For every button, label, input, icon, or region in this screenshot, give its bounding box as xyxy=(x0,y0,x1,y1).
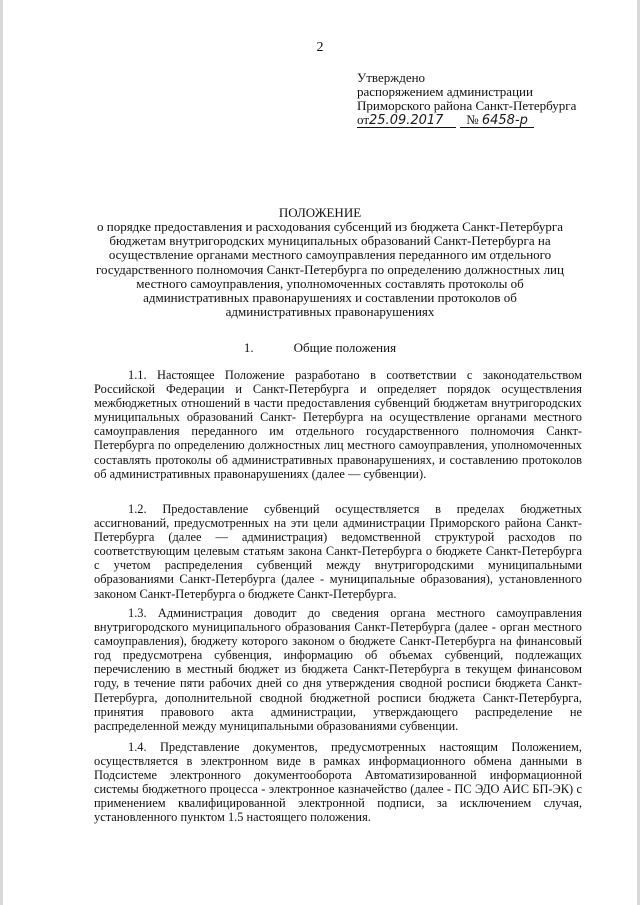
number-prefix: № xyxy=(466,112,479,127)
date-prefix: от xyxy=(357,112,370,127)
approval-line-2: распоряжением администрации xyxy=(357,84,533,99)
paragraph-1-4: 1.4. Представление документов, предусмотренных настоящим Положением, осуществляется в электронном виде в рамках информационного обмена данными в Подсистеме электронного документооборота Автоматизированной информационной системы бюджетного процесса - электронное казначейство (далее - ПС ЭДО АИС БП-ЭК) с применением квалифицированной электронной подписи, за исключением случая, установленного пунктом 1.5 настоящего положения. xyxy=(94,740,582,825)
document-subtitle: о порядке предоставления и расходования субсенций из бюджета Санкт-Петербурга бюджетам внутригородских муниципальных образований Санкт-Петербурга на осуществление органами местного самоуправления переданного им отдельного государственного полномочия Санкт-Петербурга по определению должностных лиц местного самоуправления, уполномоченных составлять протоколы об административных правонарушениях и составлении протоколов об административных правонарушениях xyxy=(96,219,564,320)
approval-block xyxy=(357,71,627,128)
date-field xyxy=(357,114,456,128)
paragraph-1-3: 1.3. Администрация доводит до сведения органа местного самоуправления внутригородского муниципального образования Санкт-Петербурга (далее - орган местного самоуправления), бюджету которого законом о бюджете Санкт-Петербурга на финансовый год предусмотрена субвенция, информацию об объемах субвенций, подлежащих перечислению в местный бюджет из бюджета Санкт-Петербурга в текущем финансовом году, в течение пяти рабочих дней со дня утверждения сводной росписи бюджета Санкт-Петербурга, дополнительной сводной бюджетной росписи бюджета Санкт-Петербурга, принятия правового акта администрации, утверждающего распределение не распределенной между муниципальными образованиями субвенции. xyxy=(94,606,582,733)
page-number: 2 xyxy=(316,40,324,55)
paragraph-1-2: 1.2. Предоставление субвенций осуществляется в пределах бюджетных ассигнований, предусмотренных на эти цели администрации Приморского района Санкт-Петербурга (далее — администрация) ведомственной структурой расходов по соответствующим целевым статьям закона Санкт-Петербурга о бюджете Санкт-Петербурга с учетом распределения субвенций между внутригородскими муниципальными образованиями Санкт-Петербурга (далее - муниципальные образования), установленного законом Санкт-Петербурга о бюджете Санкт-Петербурга. xyxy=(94,502,582,601)
number-field xyxy=(460,114,535,128)
section-title: Общие положения xyxy=(293,340,397,355)
approval-date-number-line xyxy=(357,113,627,128)
scan-edge-left xyxy=(0,0,3,905)
paragraph-1-1: 1.1. Настоящее Положение разработано в соответствии с законодательством Российской Федерации и Санкт-Петербурга и определяет порядок осуществления межбюджетных отношений в части предоставления субвенций бюджетам внутригородских муниципальных образований Санкт- Петербурга на осуществление органами местного самоуправления переданного им отдельного государственного полномочия Санкт-Петербурга по определению должностных лиц местного самоуправления, уполномоченных составлять протоколы об административных правонарушениях, и составлению протоколов об административных правонарушениях (далее — субвенции). xyxy=(94,368,582,481)
approval-line-1: Утверждено xyxy=(357,70,426,85)
date-handwritten: 25.09.2017 xyxy=(369,113,444,128)
document-heading: ПОЛОЖЕНИЕ xyxy=(278,205,362,220)
section-heading xyxy=(0,340,640,356)
section-number: 1. xyxy=(243,340,254,355)
number-handwritten: 6458-р xyxy=(481,113,528,128)
approval-line-3: Приморского района Санкт-Петербурга xyxy=(357,98,577,113)
